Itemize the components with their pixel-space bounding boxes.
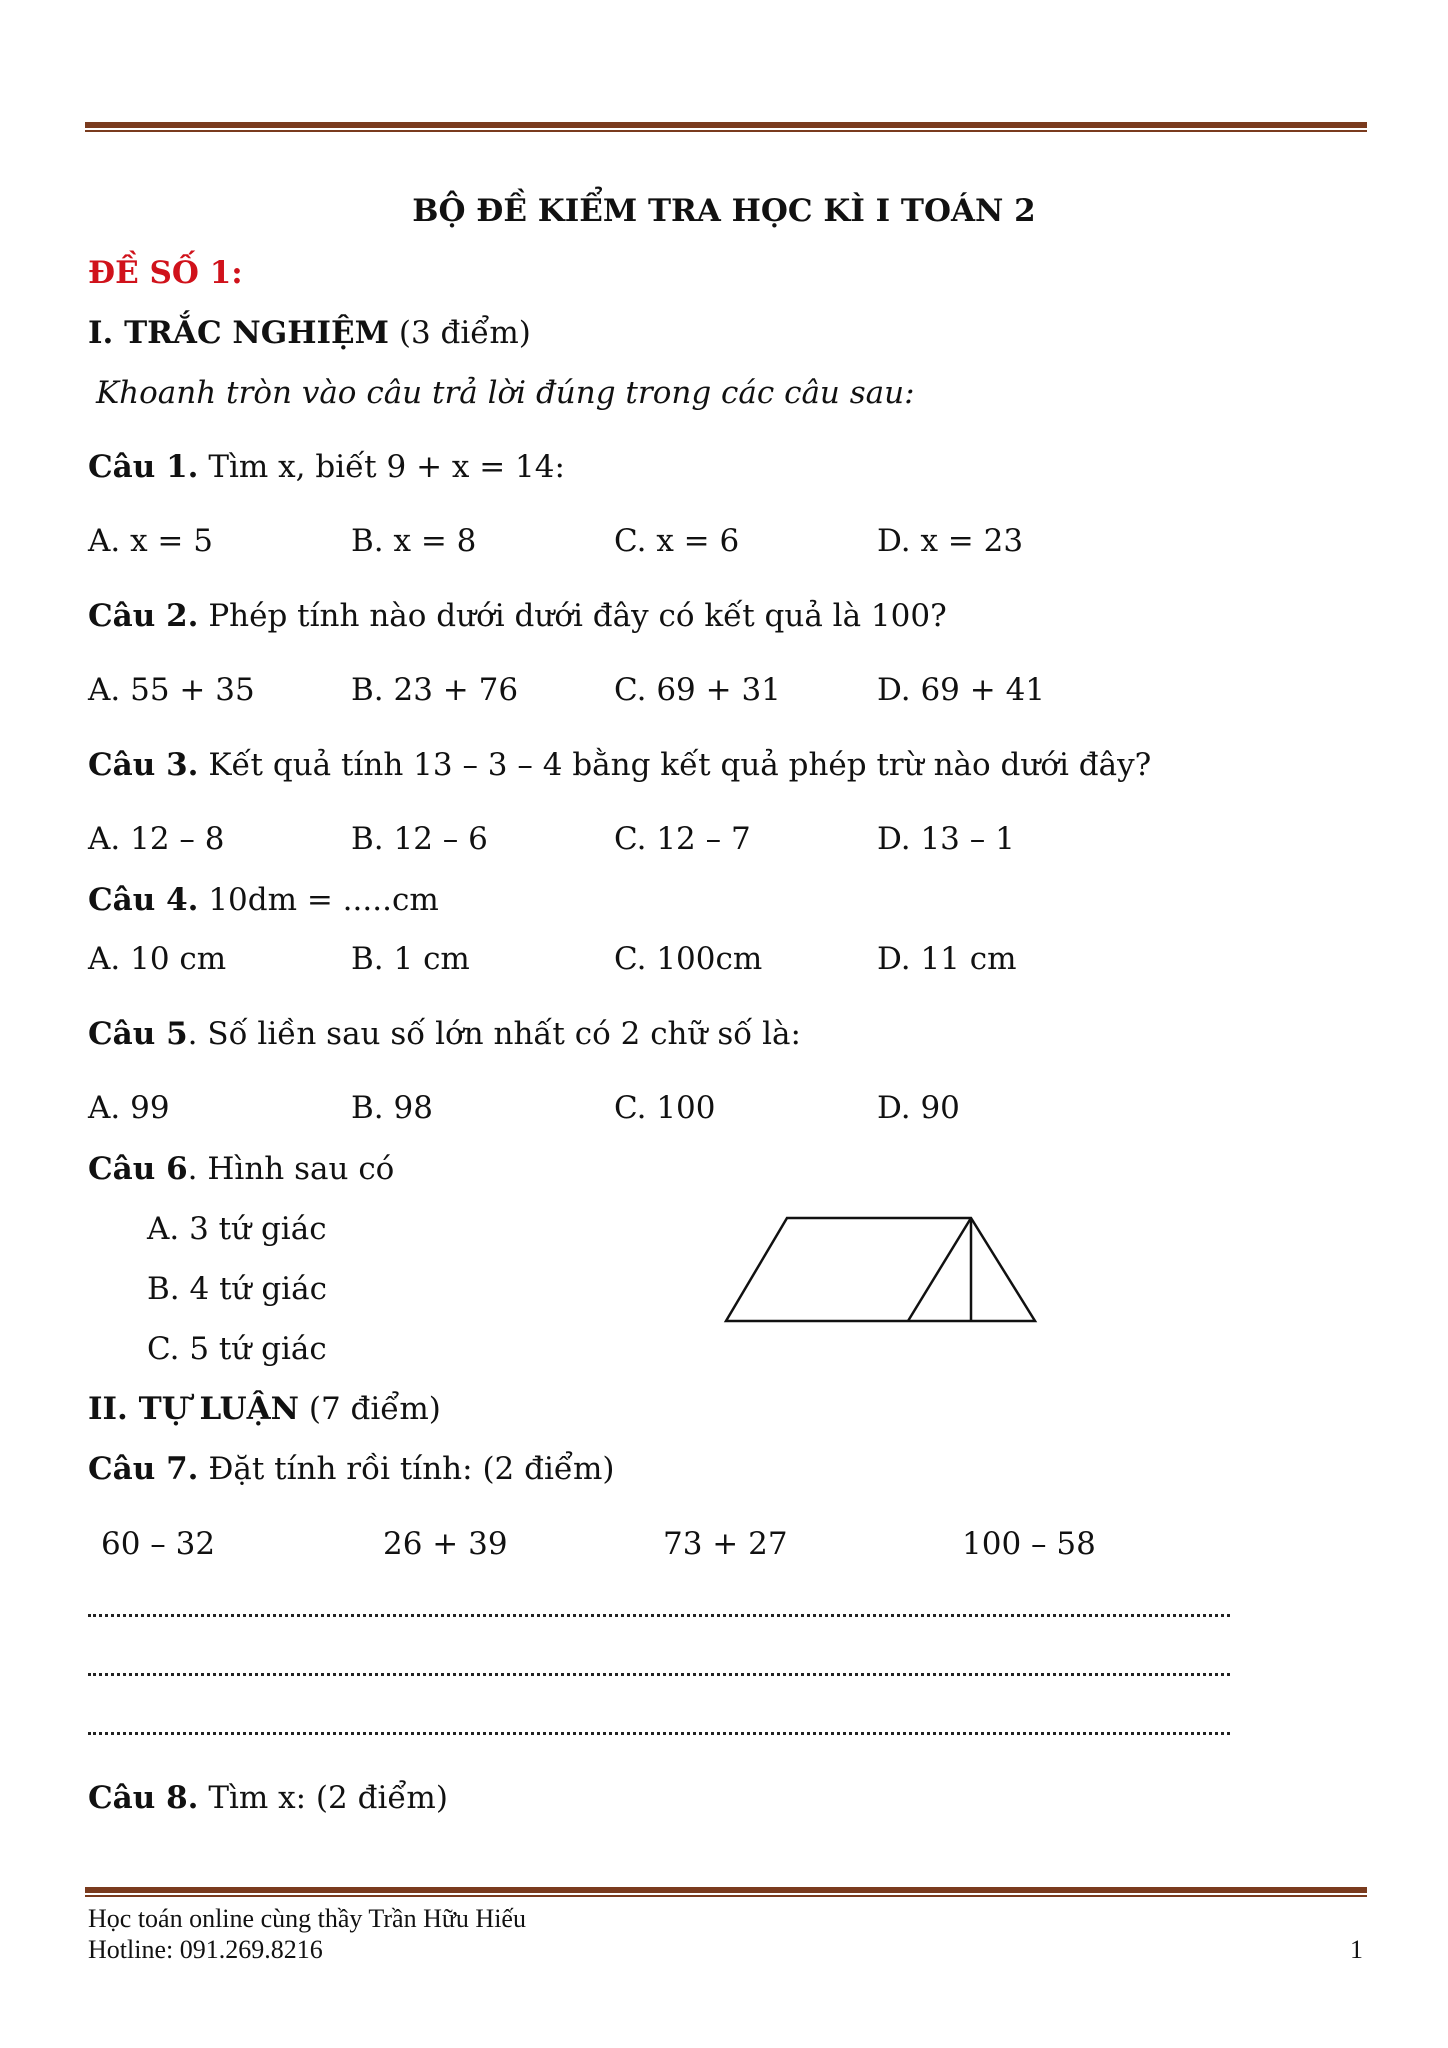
q1-option-b: B. x = 8 (351, 523, 477, 559)
q4-option-c: C. 100cm (614, 941, 763, 977)
footer-rule (85, 1887, 1367, 1897)
answer-dotted-line-3 (88, 1732, 1230, 1735)
question-8 (88, 1779, 448, 1817)
q3-option-a: A. 12 – 8 (88, 821, 225, 857)
question-7 (88, 1450, 614, 1488)
q3-option-c: C. 12 – 7 (614, 821, 751, 857)
section2-heading (88, 1390, 441, 1428)
q3-option-b: B. 12 – 6 (351, 821, 488, 857)
footer-credit: Học toán online cùng thầy Trần Hữu Hiếu (88, 1904, 526, 1933)
q6-option-c: C. 5 tứ giác (147, 1331, 327, 1367)
q1-option-d: D. x = 23 (877, 523, 1024, 559)
question-4-text: 10dm = .....cm (208, 882, 439, 918)
question-3-label: Câu 3. (88, 747, 199, 783)
question-1-label: Câu 1. (88, 449, 199, 485)
q3-option-d: D. 13 – 1 (877, 821, 1015, 857)
q1-option-c: C. x = 6 (614, 523, 740, 559)
page-number: 1 (1350, 1935, 1363, 1964)
q7-expression-3: 73 + 27 (663, 1526, 788, 1562)
question-5-text: . Số liền sau số lớn nhất có 2 chữ số là: (187, 1016, 801, 1052)
q1-option-a: A. x = 5 (88, 523, 213, 559)
q2-option-c: C. 69 + 31 (614, 672, 781, 708)
q6-option-a: A. 3 tứ giác (147, 1211, 327, 1247)
instruction: Khoanh tròn vào câu trả lời đúng trong các câu sau: (96, 375, 915, 411)
footer-hotline: Hotline: 091.269.8216 (88, 1935, 323, 1964)
question-7-label: Câu 7. (88, 1451, 199, 1487)
q5-option-a: A. 99 (88, 1090, 170, 1126)
figure-diagonal-line (908, 1218, 971, 1321)
q2-option-a: A. 55 + 35 (88, 672, 255, 708)
question-3-text: Kết quả tính 13 – 3 – 4 bằng kết quả phép trừ nào dưới đây? (208, 747, 1152, 783)
question-2-text: Phép tính nào dưới dưới đây có kết quả là 100? (208, 598, 947, 634)
q7-expression-2: 26 + 39 (383, 1526, 508, 1562)
question-8-label: Câu 8. (88, 1780, 199, 1816)
exam-label: ĐỀ SỐ 1: (88, 255, 243, 291)
answer-dotted-line-1 (88, 1614, 1230, 1617)
section2-points: (7 điểm) (308, 1391, 441, 1427)
question-2-label: Câu 2. (88, 598, 199, 634)
question-6-text: . Hình sau có (187, 1151, 395, 1187)
q5-option-b: B. 98 (351, 1090, 433, 1126)
q2-option-b: B. 23 + 76 (351, 672, 519, 708)
q5-option-d: D. 90 (877, 1090, 960, 1126)
question-7-text: Đặt tính rồi tính: (2 điểm) (208, 1451, 615, 1487)
q6-option-b: B. 4 tứ giác (147, 1271, 327, 1307)
q4-option-b: B. 1 cm (351, 941, 470, 977)
q4-option-a: A. 10 cm (88, 941, 227, 977)
question-4-label: Câu 4. (88, 882, 199, 918)
question-6-label: Câu 6 (88, 1151, 188, 1187)
section1-title: I. TRẮC NGHIỆM (88, 315, 389, 351)
section2-title: II. TỰ LUẬN (88, 1391, 300, 1427)
q5-option-c: C. 100 (614, 1090, 716, 1126)
answer-dotted-line-2 (88, 1673, 1230, 1676)
q7-expression-1: 60 – 32 (101, 1526, 216, 1562)
q4-option-d: D. 11 cm (877, 941, 1017, 977)
q7-expression-4: 100 – 58 (962, 1526, 1096, 1562)
question-1-text: Tìm x, biết 9 + x = 14: (208, 449, 565, 485)
figure-outline (726, 1218, 1035, 1321)
section1-points: (3 điểm) (398, 315, 531, 351)
page-title: BỘ ĐỀ KIỂM TRA HỌC KÌ I TOÁN 2 (412, 193, 1036, 229)
q2-option-d: D. 69 + 41 (877, 672, 1046, 708)
question-8-text: Tìm x: (2 điểm) (208, 1780, 448, 1816)
question-5-label: Câu 5 (88, 1016, 188, 1052)
